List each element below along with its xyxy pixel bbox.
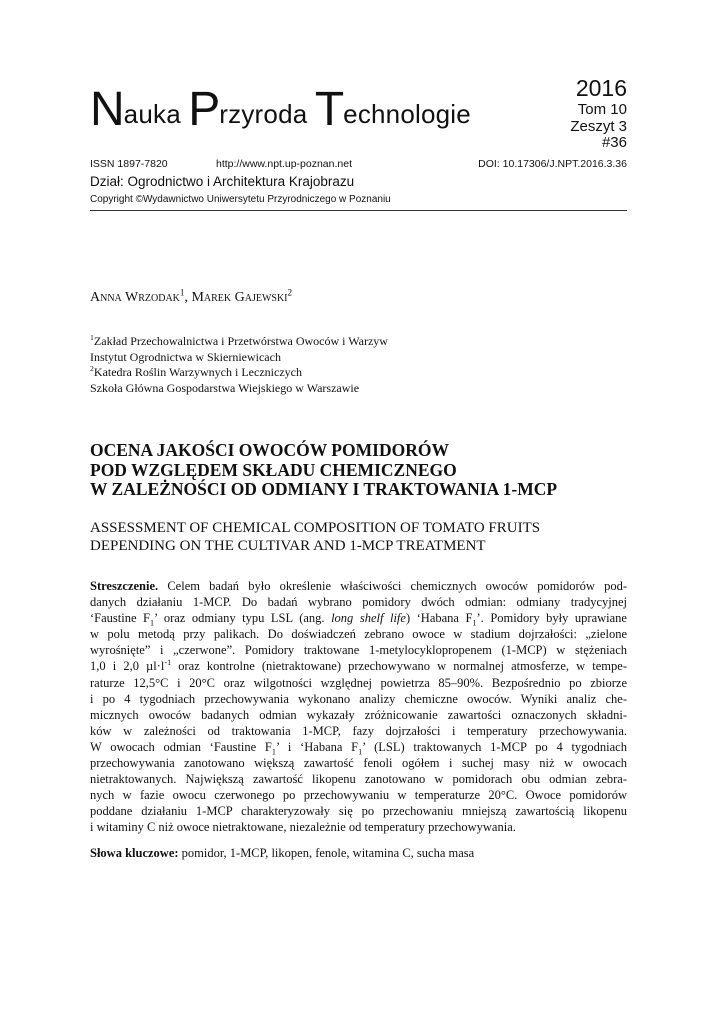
subscript: 1 [150,618,155,628]
abstract-line: i witaminy C niż owoce nietraktowane, niezależnie od temperatury przechowywania. [90,820,516,835]
abstract-text: W owocach odmian ‘Faustine F [90,739,272,754]
affiliation-text: Katedra Roślin Warzywnych i Leczniczych [93,365,302,379]
abstract-line [90,578,627,594]
subscript: 1 [472,618,477,628]
journal-title-word: auka [123,99,189,129]
header-divider [90,210,627,211]
abstract-text: ’ i ‘Habana F [275,739,359,754]
abstract-line [90,739,627,755]
title-line: DEPENDING ON THE CULTIVAR AND 1-MCP TREATMENT [90,537,486,554]
abstract-line: danych działaniu 1-MCP. Do badań wybrano pomidory dwóch odmian: odmiany tradycyjnej [90,595,627,610]
article-title-polish [90,441,627,500]
issue-number: Zeszyt 3 [570,117,627,135]
keywords-text: pomidor, 1-MCP, likopen, fenole, witamina C, sucha masa [178,846,475,860]
superscript: -1 [164,658,172,668]
journal-title-word: rzyroda [219,99,315,129]
abstract-text: Celem badań było określenie właściwości chemicznych owoców pomidorów pod- [158,579,627,593]
keywords [90,846,474,861]
abstract-line [90,658,627,674]
abstract-line: przechowywania zanotowano większą zawartość fenoli ogółem i suchej masy niż w owocach [90,756,627,771]
journal-url-link[interactable]: http://www.npt.up-poznan.net [216,158,353,170]
abstract-line: micznych owoców badanych odmian wykazały zróżnicowanie zawartości oznaczonych składni- [90,707,627,722]
affiliation-line [90,365,388,381]
journal-title-initial: P [188,83,220,136]
title-line: OCENA JAKOŚCI OWOCÓW POMIDORÓW [90,440,449,460]
abstract-line: nych w fazie owocu czerwonego po przechowywaniu w temperaturze 20°C. Owoce pomidorów [90,788,627,803]
subscript: 1 [271,747,276,757]
abstract [90,578,627,836]
affiliations [90,334,388,396]
abstract-line: raturze 12,5°C i 20°C oraz wilgotności względnej powietrza 85–90%. Bezpośrednio po zbiorze [90,675,627,690]
abstract-italic: long shelf life [331,611,406,626]
abstract-line: w polu metodą przy palikach. Do doświadczeń zebrano owoce w stadium dojrzałości: „zielone [90,627,627,642]
issn: ISSN 1897-7820 [90,158,168,170]
abstract-label: Streszczenie. [90,579,159,593]
doi: DOI: 10.17306/J.NPT.2016.3.36 [478,158,627,170]
affiliation-mark: 1 [179,287,185,298]
abstract-text: ’. Pomidory były uprawiane [476,611,627,626]
title-line: W ZALEŻNOŚCI OD ODMIANY I TRAKTOWANIA 1-MCP [90,479,558,499]
journal-title [90,83,471,136]
affiliation-text: Zakład Przechowalnictwa i Przetwórstwa Owoców i Warzyw [93,334,388,348]
subscript: 1 [358,747,363,757]
author-list [90,287,293,306]
journal-masthead [90,75,627,152]
keywords-label: Słowa kluczowe: [90,846,179,860]
affiliation-mark: 2 [90,364,94,373]
affiliation-line [90,334,388,350]
abstract-line: nietraktowanych. Największą zawartość likopenu zanotowano w pomidorach obu odmian zebra- [90,772,627,787]
issue-year: 2016 [575,75,627,101]
affiliation-text: Szkoła Główna Gospodarstwa Wiejskiego w Warszawie [90,380,360,395]
affiliation-mark: 2 [287,287,293,298]
abstract-line [90,610,627,626]
abstract-text: ’ (LSL) traktowanych 1-MCP po 4 tygodniach [362,739,627,754]
author-separator: , [184,290,192,305]
article-number: #36 [601,134,627,152]
affiliation-text: Instytut Ogrodnictwa w Skierniewicach [90,349,281,364]
abstract-text: ‘Faustine F [90,611,151,626]
journal-title-initial: T [314,83,344,136]
abstract-line: poddane działaniu 1-MCP charakteryzowały się po przechowaniu mniejszą zawartością likopenu [90,804,627,819]
abstract-line: i po 4 tygodniach przechowywania wykonano analizy chemiczne owoców. Wyniki analiz che- [90,691,627,706]
abstract-line: wyrośnięte” i „czerwone”. Pomidory traktowane 1-metylocyklopropenem (1-MCP) w stężeniach [90,643,627,658]
title-line: ASSESSMENT OF CHEMICAL COMPOSITION OF TOMATO FRUITS [90,520,541,536]
title-line: POD WZGLĘDEM SKŁADU CHEMICZNEGO [90,459,457,480]
abstract-text: oraz kontrolne (nietraktowane) przechowywano w normalnej atmosferze, w tempe- [171,659,627,674]
abstract-text: ’ oraz odmiany typu LSL (ang. [154,611,332,626]
affiliation-line [90,381,388,397]
issue-volume: Tom 10 [577,100,627,118]
issue-info [570,76,627,152]
affiliation-line [90,350,388,366]
department: Dział: Ogrodnictwo i Architektura Krajobrazu [90,174,355,189]
article-title-english [90,520,627,555]
journal-title-word: echnologie [343,99,471,129]
author-name: Marek Gajewski [191,290,288,305]
abstract-text: 1,0 i 2,0 µl·l [90,659,165,674]
affiliation-mark: 1 [90,333,94,342]
journal-title-initial: N [90,83,124,136]
abstract-text: ) ‘Habana F [405,611,473,626]
author-name: Anna Wrzodak [90,290,180,305]
abstract-line: ków w zależności od traktowania 1-MCP, fazy dojrzałości i temperatury przechowywania. [90,723,627,738]
copyright: Copyright ©Wydawnictwo Uniwersytetu Przyrodniczego w Poznaniu [90,194,391,205]
